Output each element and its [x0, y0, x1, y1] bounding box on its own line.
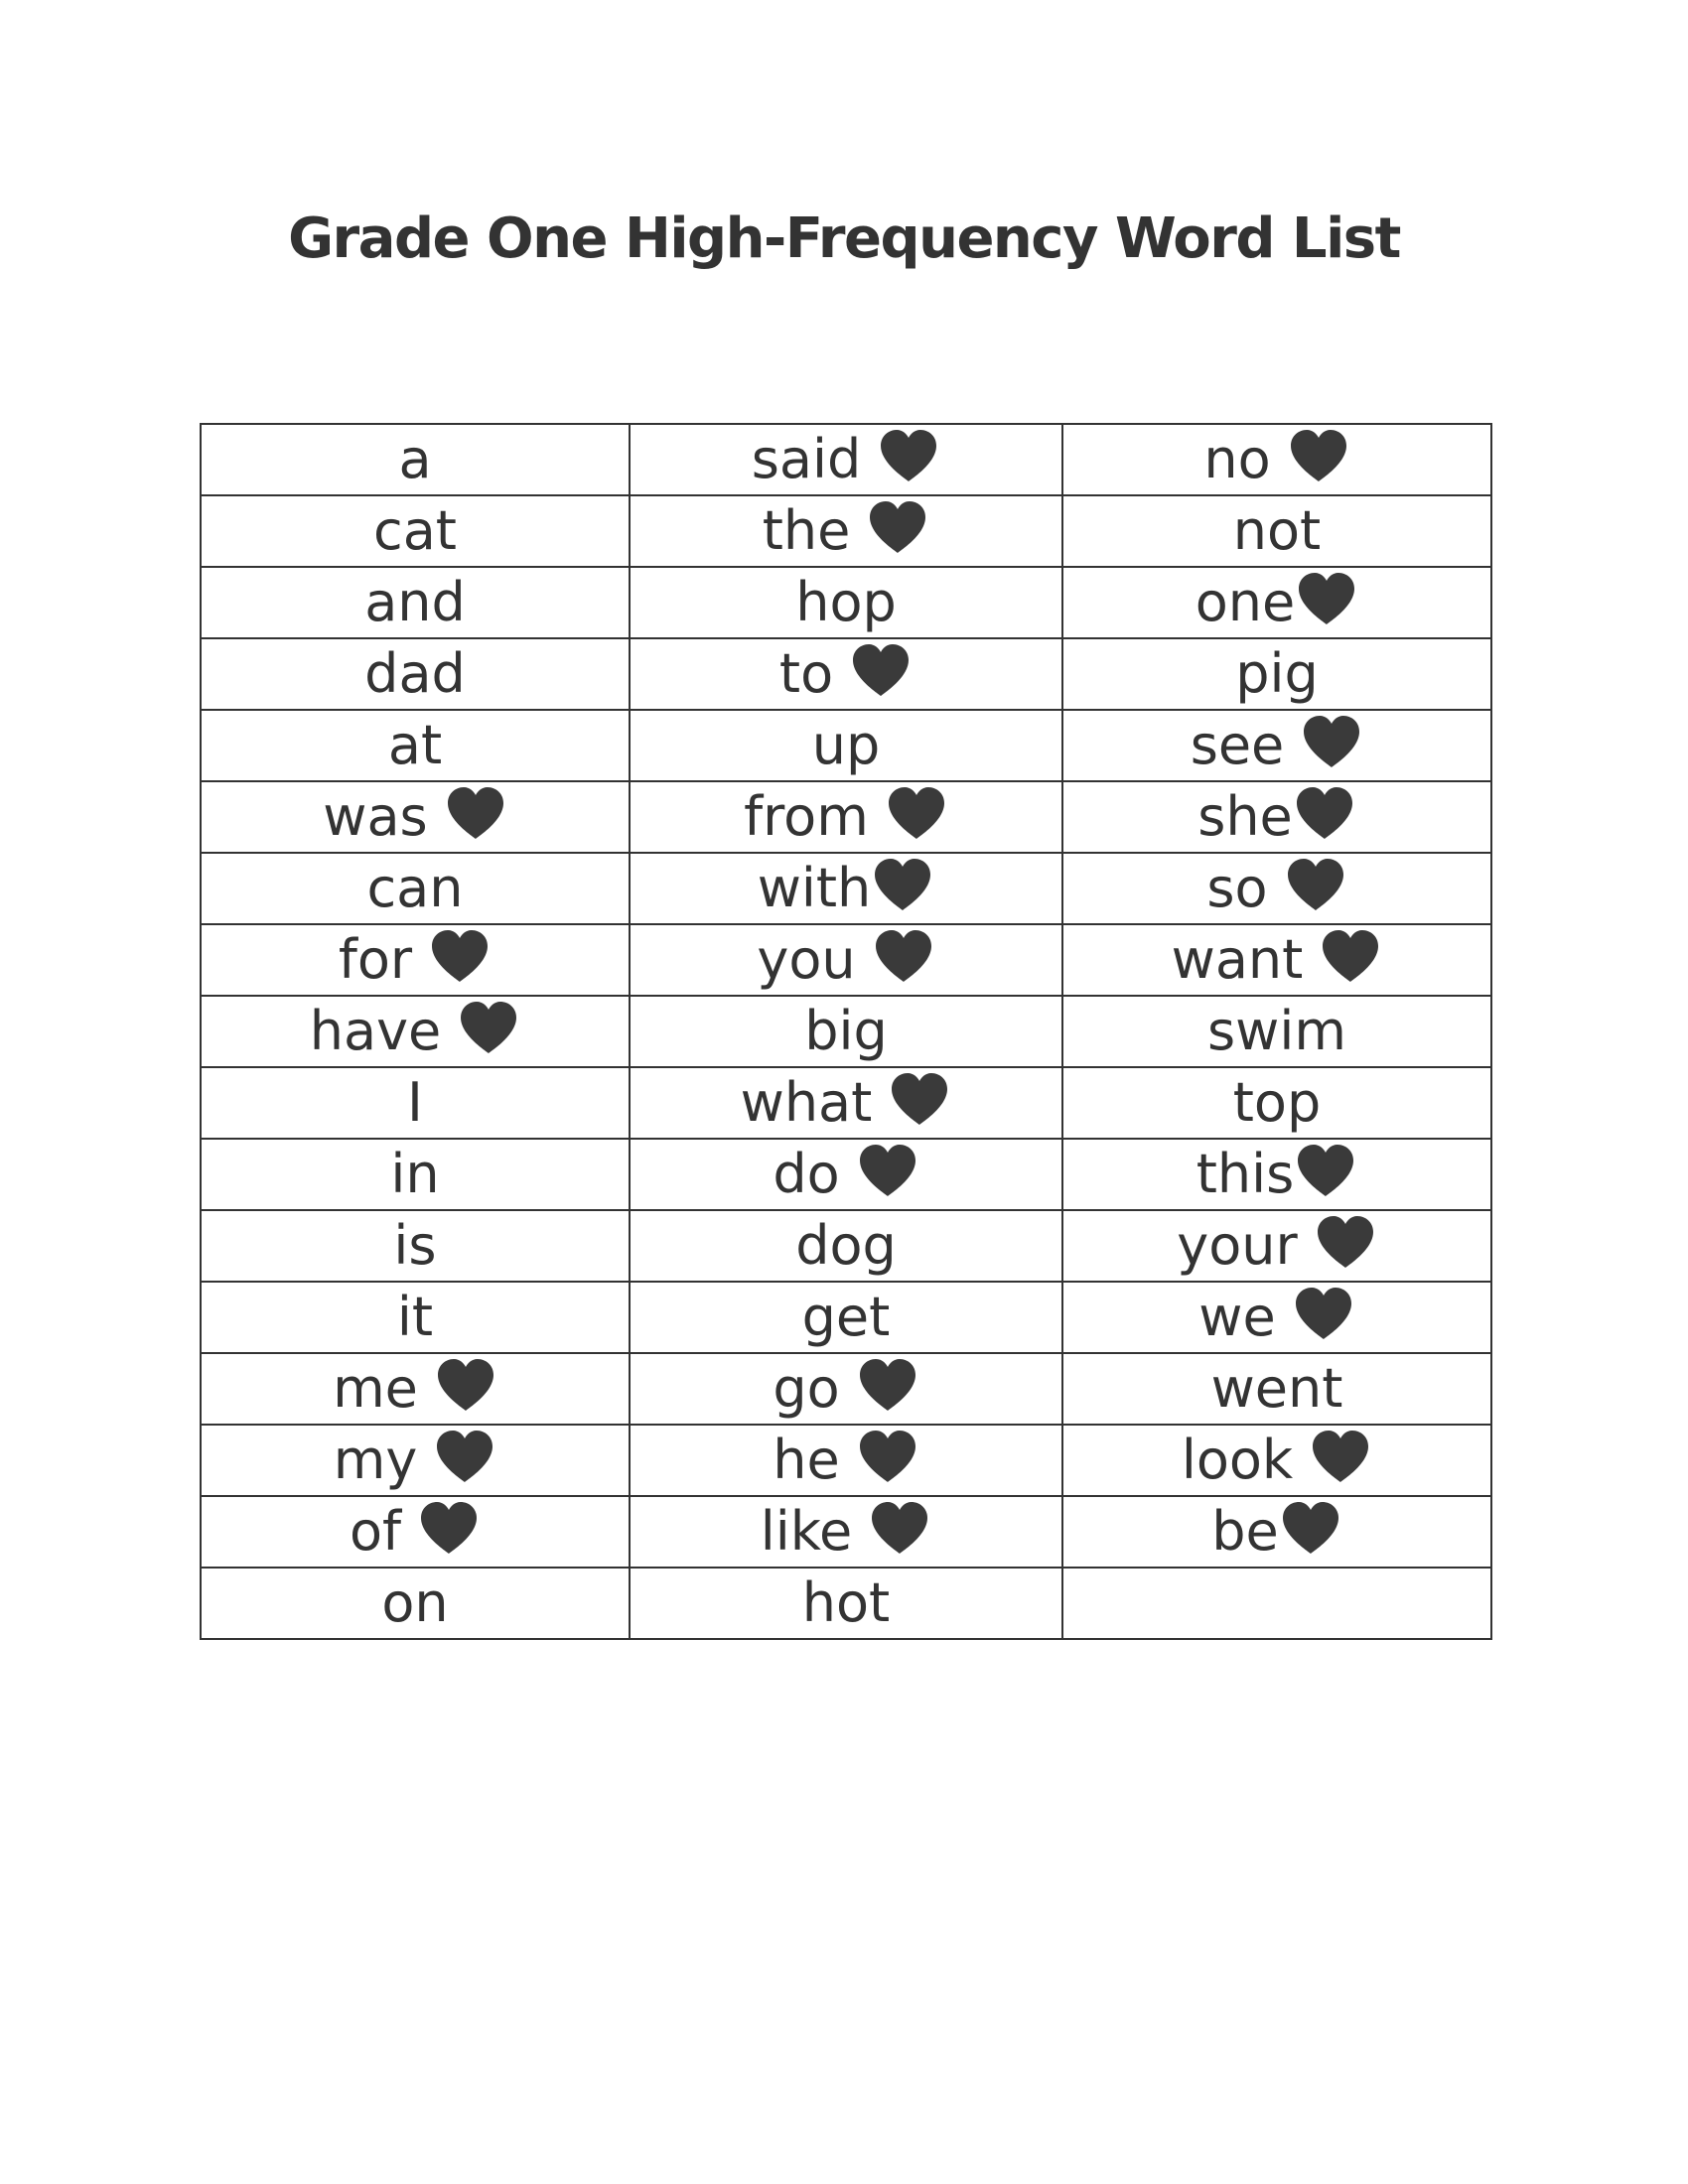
- word-label: pig: [1235, 642, 1319, 705]
- table-row: [201, 495, 1491, 567]
- heart-icon: [434, 1357, 497, 1413]
- word-label: I: [407, 1071, 423, 1134]
- word-label: hot: [801, 1571, 891, 1634]
- word-label: see: [1190, 714, 1285, 776]
- word-cell: [1062, 1425, 1491, 1496]
- heart-icon: [1279, 1500, 1342, 1556]
- heart-icon: [856, 1143, 919, 1198]
- heart-icon: [849, 642, 913, 698]
- heart-icon: [1300, 714, 1363, 769]
- word-label: look: [1181, 1429, 1294, 1491]
- table-row: [201, 1568, 1491, 1639]
- heart-icon: [1293, 785, 1356, 841]
- heart-icon: [885, 785, 948, 841]
- word-cell: [630, 710, 1062, 781]
- word-label: you: [757, 928, 856, 991]
- word-label: from: [744, 785, 869, 848]
- word-cell: [1062, 424, 1491, 495]
- word-label: can: [366, 857, 464, 919]
- page-title: Grade One High-Frequency Word List: [288, 206, 1400, 271]
- word-cell: [630, 853, 1062, 924]
- heart-icon: [872, 928, 935, 984]
- word-cell: [201, 424, 630, 495]
- table-row: [201, 1067, 1491, 1139]
- word-label: the: [762, 499, 851, 562]
- table-row: [201, 996, 1491, 1067]
- word-cell: [1062, 1496, 1491, 1568]
- heart-icon: [1295, 571, 1358, 626]
- word-label: like: [760, 1500, 853, 1563]
- word-label: up: [811, 714, 881, 776]
- word-cell: [201, 638, 630, 710]
- table-row: [201, 924, 1491, 996]
- word-cell: [1062, 1067, 1491, 1139]
- word-cell: [630, 1282, 1062, 1353]
- word-label: not: [1232, 499, 1322, 562]
- word-label: get: [801, 1286, 891, 1348]
- word-cell: [1062, 1139, 1491, 1210]
- word-cell: [1062, 924, 1491, 996]
- word-label: do: [773, 1143, 840, 1205]
- heart-icon: [1319, 928, 1382, 984]
- word-label: she: [1197, 785, 1293, 848]
- heart-icon: [877, 428, 940, 483]
- table-row: [201, 567, 1491, 638]
- word-label: on: [381, 1571, 449, 1634]
- word-cell: [630, 924, 1062, 996]
- heart-icon: [1292, 1286, 1355, 1341]
- word-cell: [1062, 710, 1491, 781]
- word-cell: [201, 567, 630, 638]
- table-row: [201, 781, 1491, 853]
- word-cell: [201, 1282, 630, 1353]
- word-cell: [1062, 781, 1491, 853]
- word-cell: [630, 1210, 1062, 1282]
- word-cell: [1062, 853, 1491, 924]
- table-row: [201, 1139, 1491, 1210]
- word-cell: [201, 781, 630, 853]
- word-cell: [630, 495, 1062, 567]
- word-label: went: [1210, 1357, 1343, 1420]
- word-label: have: [309, 1000, 442, 1062]
- word-cell: [201, 853, 630, 924]
- table-row: [201, 1282, 1491, 1353]
- heart-icon: [433, 1429, 496, 1484]
- heart-icon: [1284, 857, 1347, 912]
- word-label: with: [757, 857, 872, 919]
- word-table-body: [201, 424, 1491, 1639]
- word-cell: [201, 1210, 630, 1282]
- word-cell: [630, 567, 1062, 638]
- heart-icon: [871, 857, 934, 912]
- table-row: [201, 710, 1491, 781]
- word-cell: [201, 1139, 630, 1210]
- heart-icon: [457, 1000, 520, 1055]
- table-row: [201, 638, 1491, 710]
- word-table: [200, 423, 1492, 1640]
- heart-icon: [866, 499, 929, 555]
- word-cell: [630, 424, 1062, 495]
- word-label: me: [333, 1357, 418, 1420]
- word-label: at: [387, 714, 443, 776]
- word-label: was: [323, 785, 428, 848]
- word-cell: [201, 1496, 630, 1568]
- word-label: dad: [364, 642, 466, 705]
- word-label: go: [773, 1357, 840, 1420]
- word-label: top: [1232, 1071, 1322, 1134]
- word-cell: [201, 1067, 630, 1139]
- heart-icon: [417, 1500, 481, 1556]
- word-label: my: [333, 1429, 418, 1491]
- table-row: [201, 1210, 1491, 1282]
- heart-icon: [1314, 1214, 1377, 1270]
- word-label: want: [1171, 928, 1304, 991]
- word-cell: [1062, 1210, 1491, 1282]
- table-row: [201, 1353, 1491, 1425]
- word-cell: [201, 1353, 630, 1425]
- heart-icon: [428, 928, 492, 984]
- heart-icon: [856, 1429, 919, 1484]
- word-label: a: [398, 428, 432, 490]
- word-cell: [201, 924, 630, 996]
- word-label: so: [1206, 857, 1268, 919]
- table-row: [201, 1496, 1491, 1568]
- heart-icon: [1309, 1429, 1372, 1484]
- word-label: dog: [795, 1214, 897, 1277]
- word-label: big: [804, 1000, 888, 1062]
- word-label: your: [1177, 1214, 1298, 1277]
- word-cell: [1062, 1353, 1491, 1425]
- heart-icon: [1287, 428, 1350, 483]
- heart-icon: [868, 1500, 931, 1556]
- word-cell: [630, 1568, 1062, 1639]
- word-label: what: [740, 1071, 873, 1134]
- heart-icon: [1294, 1143, 1357, 1198]
- word-cell: [201, 1425, 630, 1496]
- word-cell: [201, 1568, 630, 1639]
- word-label: and: [364, 571, 466, 633]
- word-cell: [1062, 1568, 1491, 1639]
- word-cell: [201, 495, 630, 567]
- word-cell: [1062, 495, 1491, 567]
- word-label: be: [1211, 1500, 1279, 1563]
- word-cell: [630, 781, 1062, 853]
- word-cell: [630, 1353, 1062, 1425]
- word-label: of: [349, 1500, 402, 1563]
- word-label: swim: [1207, 1000, 1346, 1062]
- heart-icon: [888, 1071, 951, 1127]
- heart-icon: [444, 785, 507, 841]
- table-row: [201, 424, 1491, 495]
- word-cell: [630, 996, 1062, 1067]
- word-label: in: [390, 1143, 440, 1205]
- word-cell: [201, 996, 630, 1067]
- word-label: said: [751, 428, 862, 490]
- heart-icon: [856, 1357, 919, 1413]
- word-cell: [1062, 1282, 1491, 1353]
- table-row: [201, 853, 1491, 924]
- word-label: for: [338, 928, 413, 991]
- word-cell: [630, 1067, 1062, 1139]
- word-label: cat: [373, 499, 457, 562]
- word-cell: [1062, 567, 1491, 638]
- word-cell: [1062, 996, 1491, 1067]
- word-label: one: [1195, 571, 1296, 633]
- word-label: is: [393, 1214, 437, 1277]
- word-label: he: [773, 1429, 840, 1491]
- word-label: hop: [795, 571, 897, 633]
- word-label: we: [1198, 1286, 1276, 1348]
- word-cell: [630, 638, 1062, 710]
- word-cell: [630, 1139, 1062, 1210]
- word-label: it: [396, 1286, 434, 1348]
- word-cell: [1062, 638, 1491, 710]
- word-label: no: [1203, 428, 1271, 490]
- word-label: this: [1196, 1143, 1295, 1205]
- word-label: to: [778, 642, 834, 705]
- word-cell: [630, 1425, 1062, 1496]
- table-row: [201, 1425, 1491, 1496]
- word-cell: [201, 710, 630, 781]
- word-cell: [630, 1496, 1062, 1568]
